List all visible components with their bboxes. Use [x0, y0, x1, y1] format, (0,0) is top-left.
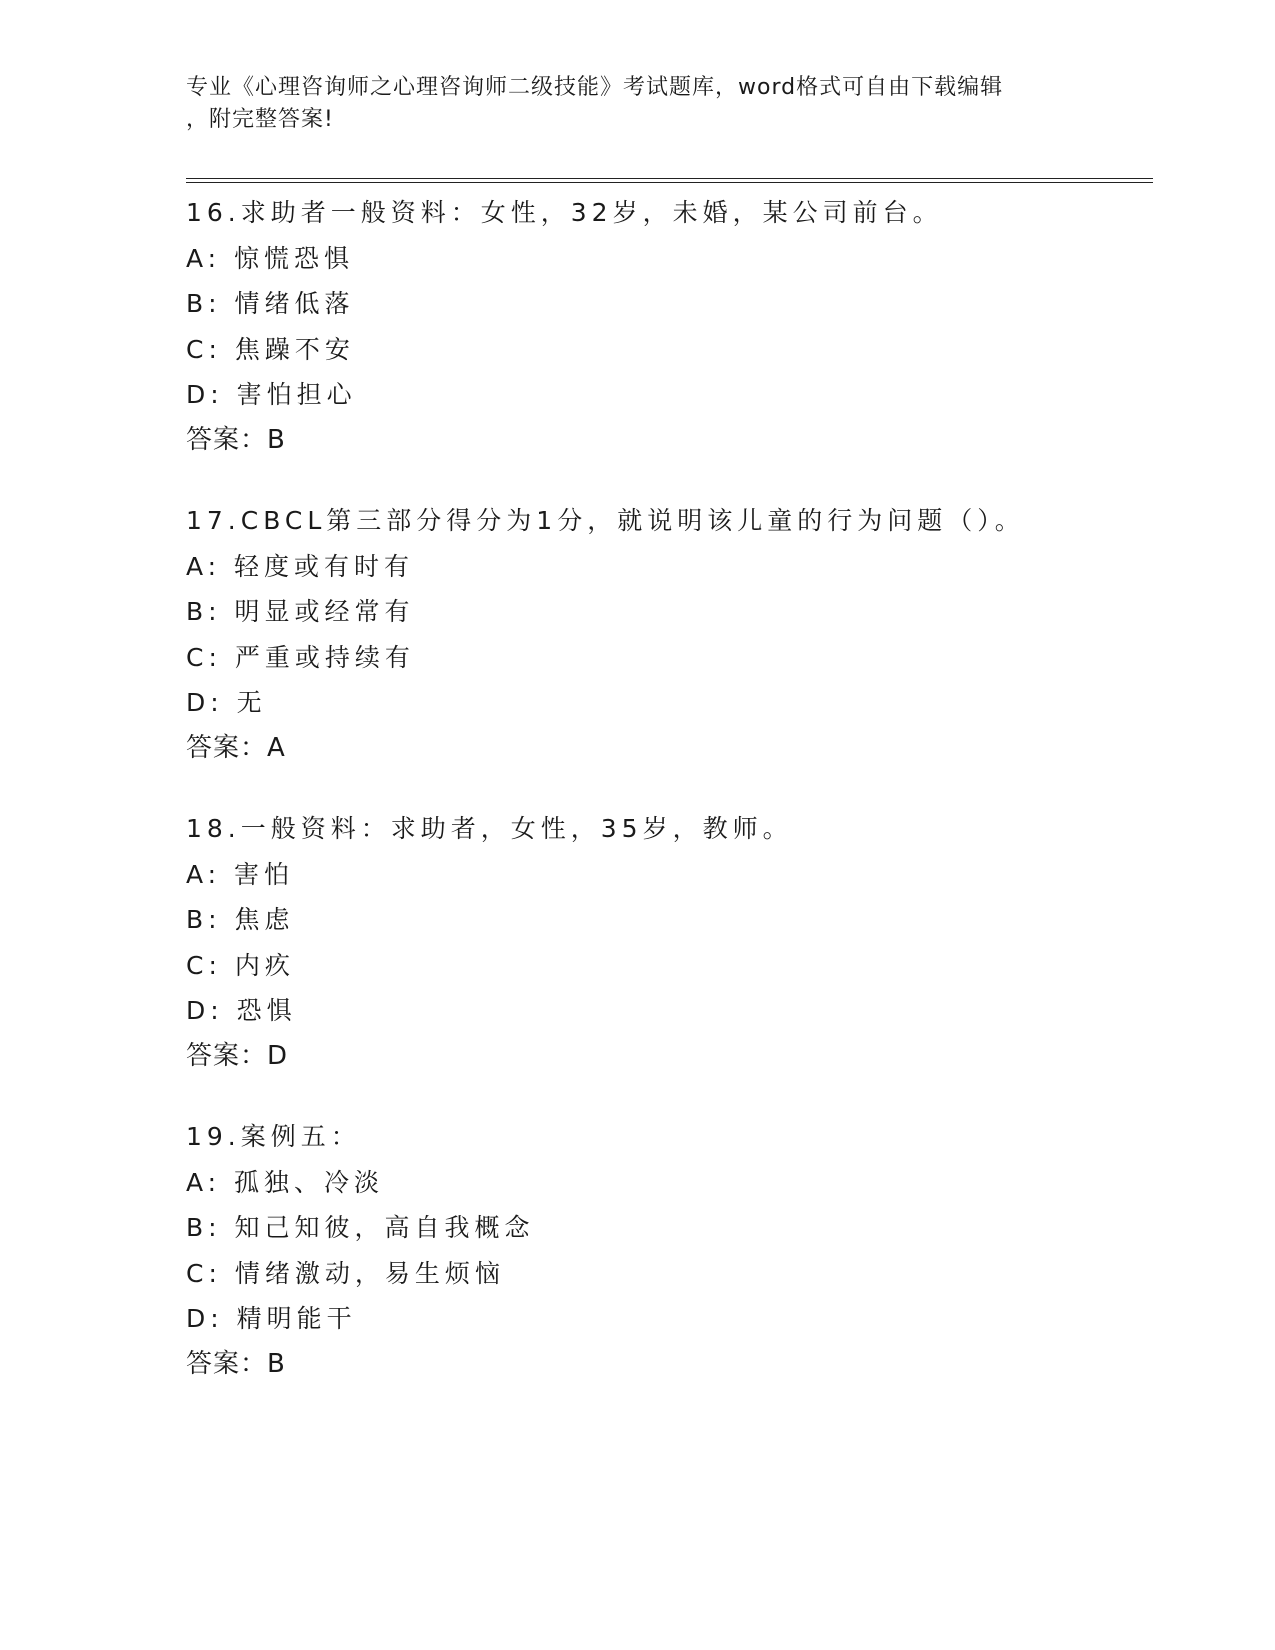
- option-a: A: 害怕: [186, 859, 295, 889]
- option-b: B: 知己知彼，高自我概念: [186, 1213, 535, 1242]
- question-stem: 16.求助者一般资料：女性，32岁，未婚，某公司前台。: [186, 198, 943, 227]
- question-19: [186, 1114, 1146, 1387]
- option-a: A: 惊慌恐惧: [186, 243, 355, 273]
- option-c: C: 严重或持续有: [186, 642, 415, 672]
- question-17: [186, 498, 1146, 771]
- option-b: B: 明显或经常有: [186, 597, 415, 626]
- answer: 答案：D: [186, 1040, 289, 1071]
- option-d: D: 无: [186, 688, 267, 717]
- option-d: D: 精明能干: [186, 1304, 357, 1333]
- option-b: B: 焦虑: [186, 905, 295, 934]
- option-c: C: 内疚: [186, 950, 295, 980]
- answer: 答案：B: [186, 1348, 286, 1379]
- option-c: C: 情绪激动，易生烦恼: [186, 1258, 505, 1288]
- question-stem: 17.CBCL第三部分得分为1分，就说明该儿童的行为问题（）。: [186, 506, 1025, 535]
- answer: 答案：A: [186, 732, 286, 763]
- header-divider: [186, 178, 1153, 183]
- document-header: [186, 72, 1086, 136]
- header-line-1: 专业《心理咨询师之心理咨询师二级技能》考试题库，word格式可自由下载编辑: [186, 75, 1004, 100]
- option-c: C: 焦躁不安: [186, 334, 355, 364]
- option-d: D: 害怕担心: [186, 380, 357, 409]
- question-list: [186, 190, 1146, 1422]
- question-18: [186, 806, 1146, 1079]
- option-d: D: 恐惧: [186, 996, 297, 1025]
- question-stem: 19.案例五：: [186, 1122, 361, 1151]
- option-a: A: 孤独、冷淡: [186, 1167, 385, 1197]
- option-a: A: 轻度或有时有: [186, 551, 415, 581]
- header-line-2: ，附完整答案!: [186, 107, 334, 132]
- question-stem: 18.一般资料：求助者，女性，35岁，教师。: [186, 814, 793, 843]
- answer: 答案：B: [186, 424, 286, 455]
- question-16: [186, 190, 1146, 463]
- option-b: B: 情绪低落: [186, 289, 355, 318]
